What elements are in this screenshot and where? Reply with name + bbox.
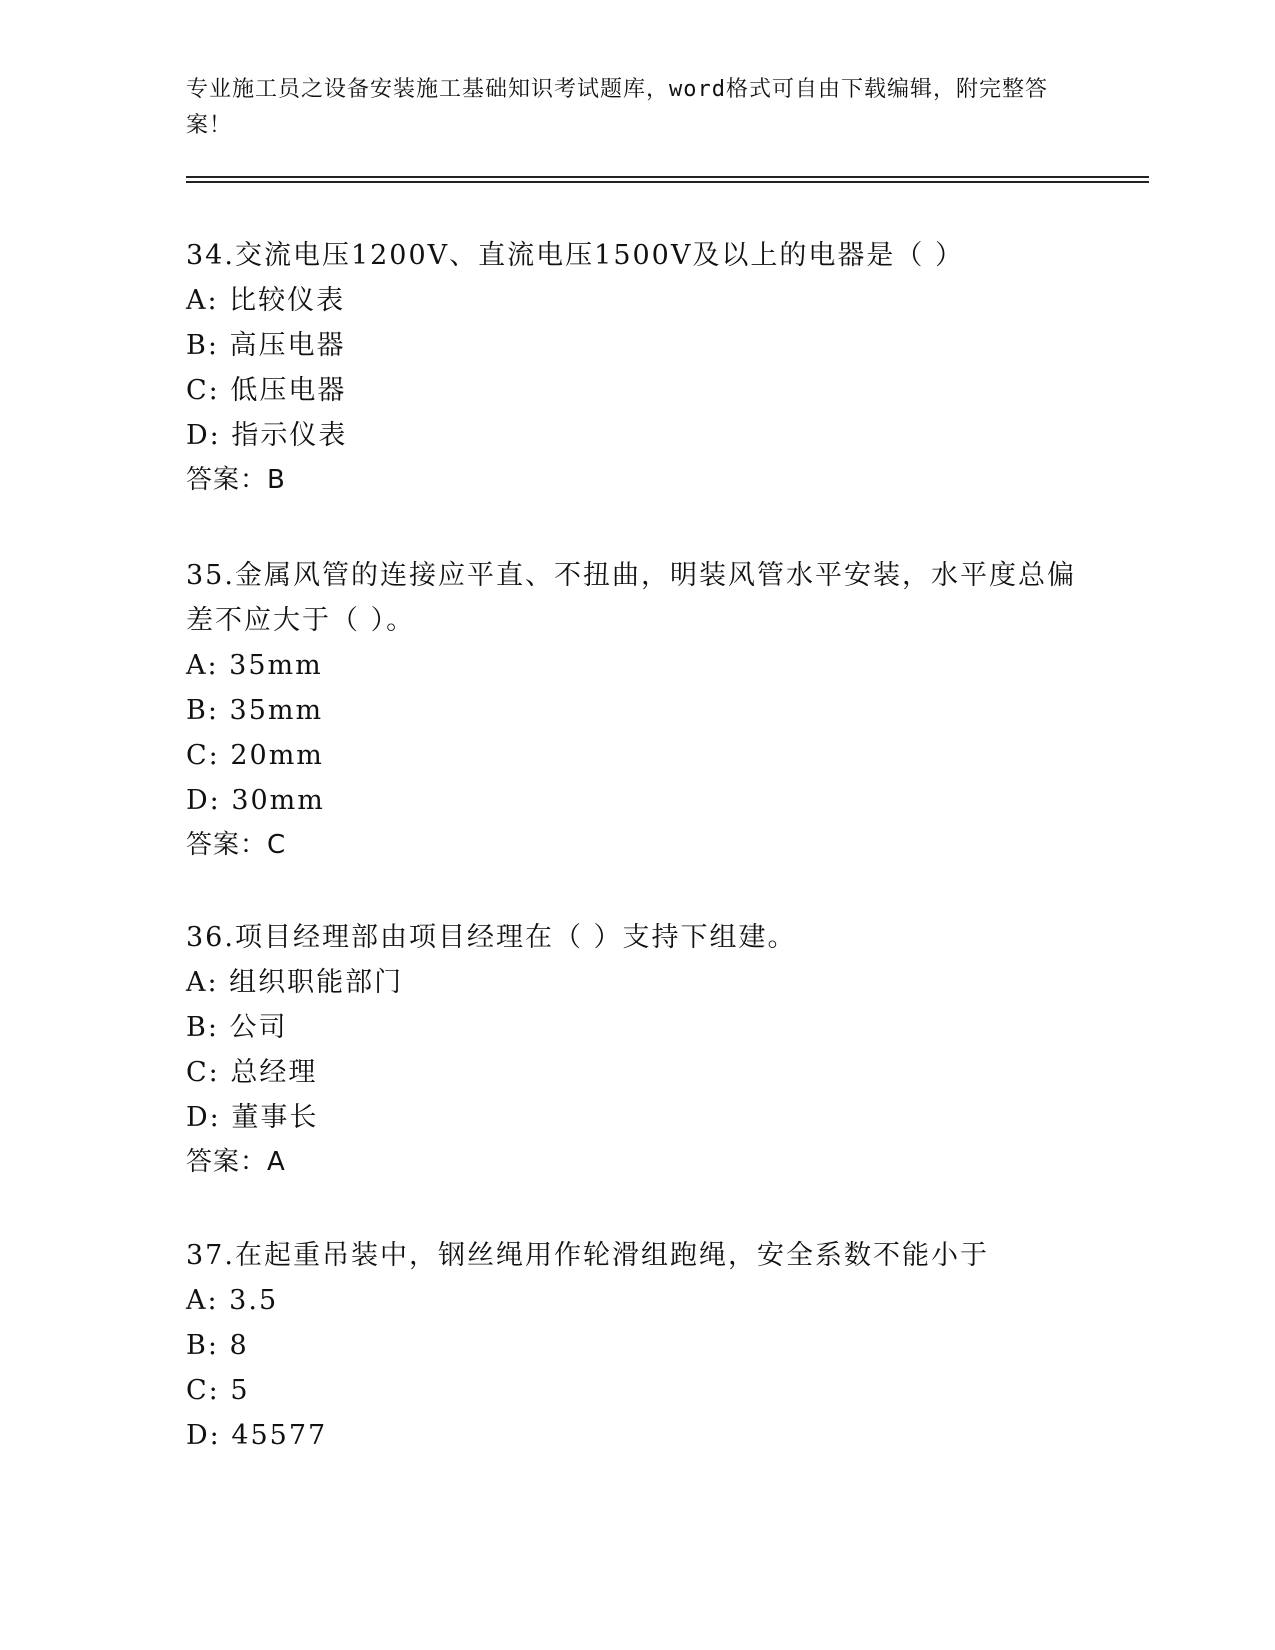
question-35	[186, 553, 1086, 868]
header-divider-bottom	[186, 181, 1149, 183]
question-stem: 35.金属风管的连接应平直、不扭曲，明装风管水平安装，水平度总偏差不应大于（ ）。	[186, 560, 1076, 636]
option-d: D: 45577	[186, 1420, 328, 1451]
question-stem: 36.项目经理部由项目经理在（ ）支持下组建。	[186, 922, 797, 953]
question-34	[186, 233, 1086, 503]
answer-line: 答案：A	[186, 1147, 286, 1177]
option-c: C: 5	[186, 1375, 250, 1406]
question-stem: 37.在起重吊装中，钢丝绳用作轮滑组跑绳，安全系数不能小于	[186, 1240, 989, 1271]
question-37	[186, 1233, 1086, 1458]
header-divider-top	[186, 176, 1149, 178]
option-a: A: 35mm	[186, 650, 323, 681]
option-b: B: 高压电器	[186, 330, 346, 361]
answer-line: 答案：B	[186, 465, 286, 495]
option-b: B: 35mm	[186, 695, 324, 726]
option-c: C: 总经理	[186, 1057, 318, 1088]
answer-line: 答案：C	[186, 830, 287, 860]
option-a: A: 组织职能部门	[186, 967, 404, 998]
option-b: B: 8	[186, 1330, 249, 1361]
document-header: 专业施工员之设备安装施工基础知识考试题库，word格式可自由下载编辑，附完整答案！	[186, 77, 1048, 138]
option-a: A: 3.5	[186, 1285, 279, 1316]
option-c: C: 低压电器	[186, 375, 347, 406]
question-36	[186, 915, 1086, 1185]
question-stem: 34.交流电压1200V、直流电压1500V及以上的电器是（ ）	[186, 240, 964, 271]
option-c: C: 20mm	[186, 740, 324, 771]
option-d: D: 30mm	[186, 785, 325, 816]
option-d: D: 指示仪表	[186, 420, 348, 451]
option-d: D: 董事长	[186, 1102, 319, 1133]
option-a: A: 比较仪表	[186, 285, 346, 316]
option-b: B: 公司	[186, 1012, 288, 1043]
